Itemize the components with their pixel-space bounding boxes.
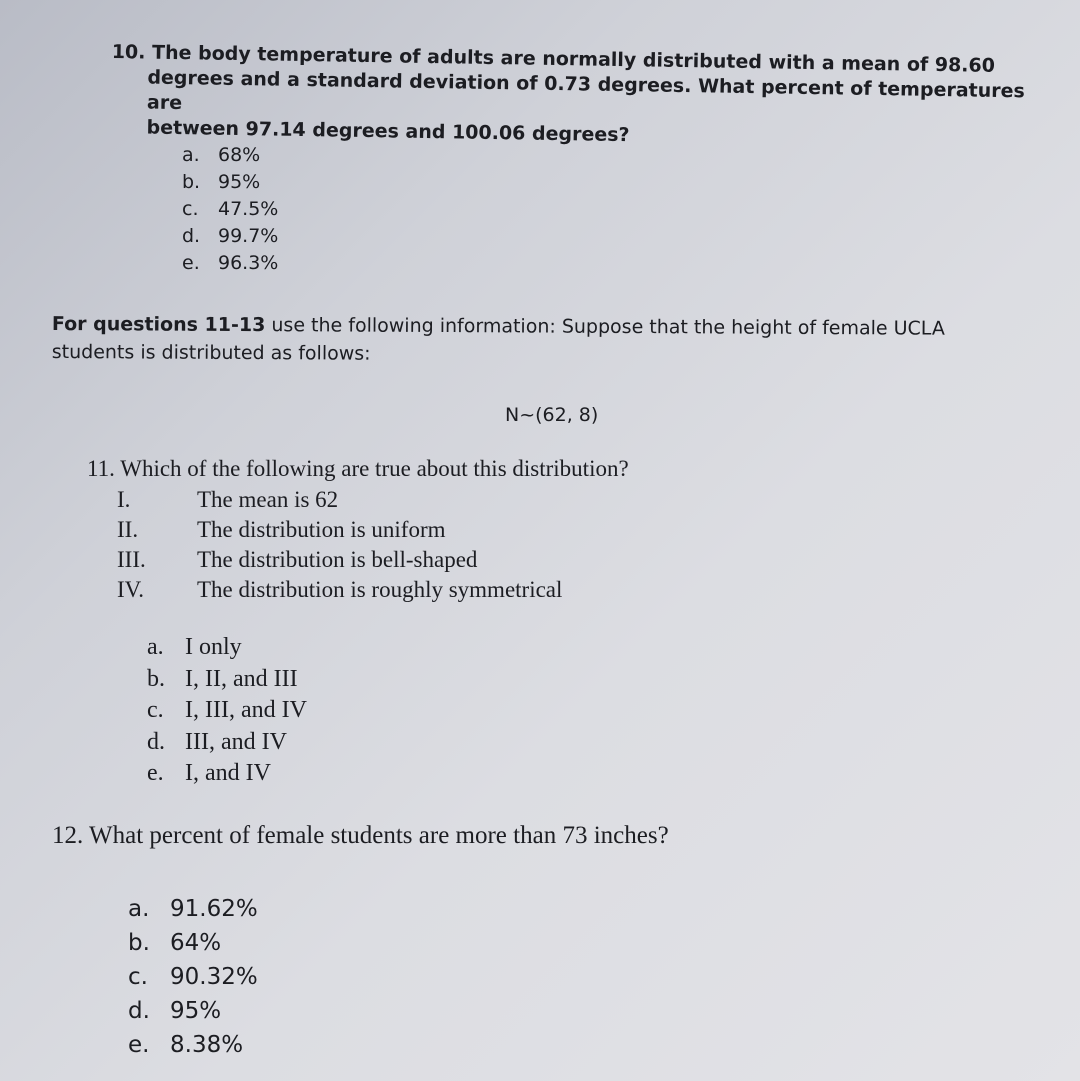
option-e[interactable]: e. I, and IV	[147, 760, 271, 786]
question-12-options	[128, 892, 258, 1062]
option-b[interactable]: b. 64%	[128, 930, 222, 956]
statement-iv: IV. The distribution is roughly symmetrical	[117, 577, 563, 602]
statement-i: I. The mean is 62	[117, 487, 339, 512]
option-a[interactable]: a. 68%	[182, 144, 261, 166]
statement-iii: III. The distribution is bell-shaped	[117, 547, 478, 572]
option-e[interactable]: e. 96.3%	[182, 252, 279, 274]
instructions-line-2: students is distributed as follows:	[51, 340, 371, 365]
option-c[interactable]: c. 47.5%	[182, 198, 279, 220]
option-d[interactable]: d. 99.7%	[182, 225, 279, 247]
option-a[interactable]: a. 91.62%	[128, 896, 258, 922]
option-d[interactable]: d. III, and IV	[147, 728, 287, 755]
question-10-line-1: 10. The body temperature of adults are normally distributed with a mean of 98.60	[111, 40, 996, 77]
instructions-text: use the following information: Suppose that the height of female UCLA	[271, 314, 945, 340]
questions-11-13-instructions	[52, 310, 1062, 371]
question-11-statements	[87, 485, 987, 605]
question-10-line-3: between 97.14 degrees and 100.06 degrees?	[146, 116, 630, 147]
statement-ii: II. The distribution is uniform	[117, 517, 446, 542]
question-10-stem	[110, 40, 1051, 155]
option-b[interactable]: b. I, II, and III	[147, 665, 298, 692]
instructions-lead: For questions 11-13	[51, 312, 266, 337]
option-c[interactable]: c. 90.32%	[128, 964, 258, 990]
question-10	[112, 40, 1052, 277]
option-b[interactable]: b. 95%	[182, 171, 261, 193]
question-12-stem: 12. What percent of female students are more than 73 inches?	[52, 822, 669, 849]
question-12	[52, 822, 1052, 1058]
distribution-notation: N~(62, 8)	[505, 404, 599, 426]
question-10-line-2: degrees and a standard deviation of 0.73 degrees. What percent of temperatures are	[146, 66, 1025, 115]
question-11-options	[147, 632, 307, 790]
question-11	[87, 456, 987, 786]
question-10-options	[182, 142, 1052, 277]
option-e[interactable]: e. 8.38%	[128, 1032, 244, 1058]
option-c[interactable]: c. I, III, and IV	[147, 697, 307, 723]
option-d[interactable]: d. 95%	[128, 998, 222, 1024]
question-11-stem: 11. Which of the following are true about this distribution?	[87, 456, 629, 481]
option-a[interactable]: a. I only	[147, 634, 242, 660]
